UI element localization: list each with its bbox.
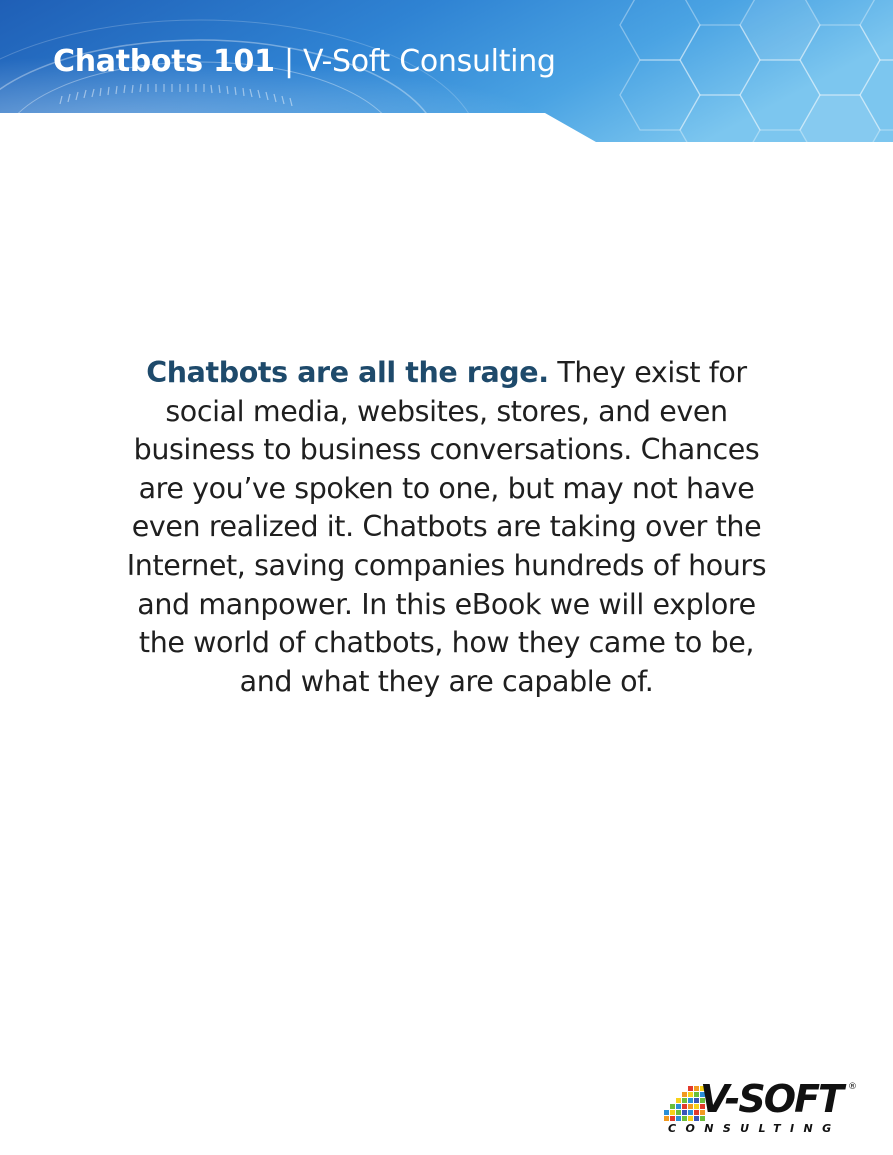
intro-lead-sentence: Chatbots are all the rage. <box>146 356 549 389</box>
intro-body-text: They exist for social media, websites, stores, and even business to business conversations. Chances are you’ve spoken to one, but may not have even realized it. Chatbots are taking over the Internet, saving companies hundreds of hours and manpower. In this eBook we will explore the world of chatbots, how they came to be, and what they are capable of. <box>126 356 767 698</box>
logo-wordmark: V-SOFT <box>700 1077 842 1121</box>
company-logo <box>664 1077 864 1140</box>
intro-paragraph <box>120 354 773 701</box>
logo-registered-mark: ® <box>848 1082 857 1092</box>
header-banner <box>0 0 893 142</box>
document-header-title <box>53 40 556 84</box>
logo-tagline: CONSULTING <box>668 1122 841 1135</box>
header-title-strong: Chatbots 101 <box>53 44 275 79</box>
header-title-company: V-Soft Consulting <box>303 44 556 79</box>
header-title-separator: | <box>274 44 303 79</box>
